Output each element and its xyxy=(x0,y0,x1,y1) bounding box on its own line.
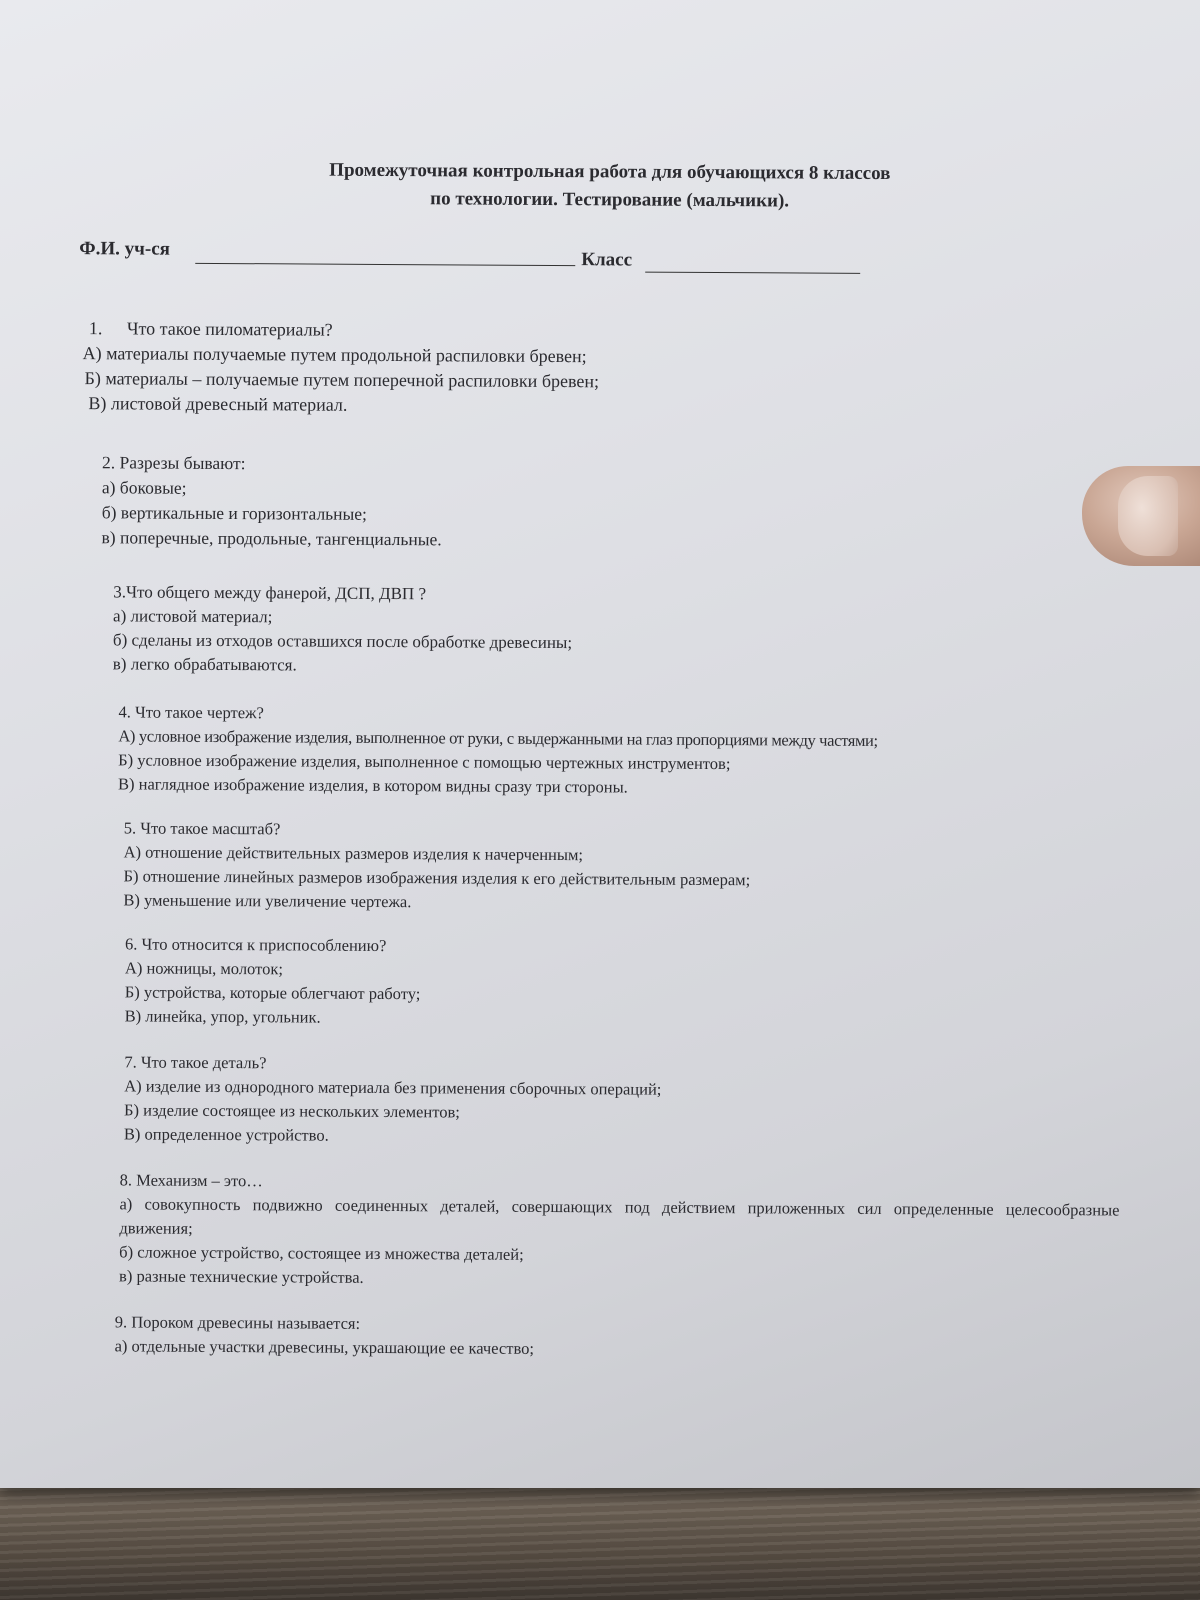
question-9-text: 9. Пороком древесины называется: xyxy=(114,1312,361,1333)
question-1-number: 1. xyxy=(88,318,103,339)
answer-option[interactable]: б) вертикальные и горизонтальные; xyxy=(101,502,368,524)
question-7 xyxy=(124,1050,662,1149)
answer-option[interactable]: б) сложное устройство, состоящее из множества деталей; xyxy=(119,1242,524,1264)
answer-option[interactable]: В) листовой древесный материал. xyxy=(88,393,348,415)
student-name-label: Ф.И. уч-ся xyxy=(79,238,171,260)
question-6 xyxy=(125,932,421,1030)
question-9 xyxy=(115,1310,535,1361)
answer-option[interactable]: Б) условное изображение изделия, выполненное с помощью чертежных инструментов; xyxy=(118,750,731,774)
document-title-line1: Промежуточная контрольная работа для обучающихся 8 классов xyxy=(329,159,891,185)
answer-option[interactable]: б) сделаны из отходов оставшихся после обработке древесины; xyxy=(112,630,573,653)
question-3 xyxy=(113,580,573,679)
question-1-text xyxy=(89,316,600,344)
answer-option[interactable]: Б) изделие состоящее из нескольких элементов; xyxy=(124,1100,460,1122)
question-4-text: 4. Что такое чертеж? xyxy=(118,702,264,723)
answer-option[interactable]: А) изделие из однородного материала без применения сборочных операций; xyxy=(124,1076,662,1099)
class-label: Класс xyxy=(581,249,633,271)
question-5 xyxy=(123,816,750,916)
question-8 xyxy=(119,1168,1120,1294)
answer-option[interactable]: В) уменьшение или увеличение чертежа. xyxy=(123,890,412,912)
question-2 xyxy=(101,450,442,552)
question-4 xyxy=(118,700,878,801)
question-5-text: 5. Что такое масштаб? xyxy=(123,818,281,839)
answer-option[interactable]: а) отдельные участки древесины, украшающие ее качество; xyxy=(114,1336,535,1358)
question-3-text: 3.Что общего между фанерой, ДСП, ДВП ? xyxy=(113,582,427,604)
answer-option[interactable]: а) совокупность подвижно соединенных деталей, совершающих под действием приложенных сил определенные целесообразные движения; xyxy=(119,1194,1120,1238)
answer-option[interactable]: в) поперечные, продольные, тангенциальные. xyxy=(101,527,442,550)
student-name-field[interactable] xyxy=(195,263,575,266)
question-7-text: 7. Что такое деталь? xyxy=(124,1052,267,1073)
document-title-line2: по технологии. Тестирование (мальчики). xyxy=(430,188,790,212)
answer-option[interactable]: а) листовой материал; xyxy=(113,606,273,627)
answer-option[interactable]: А) ножницы, молоток; xyxy=(124,958,284,979)
question-1-label: Что такое пиломатериалы? xyxy=(126,318,333,340)
question-6-text: 6. Что относится к приспособлению? xyxy=(125,934,387,956)
answer-option[interactable]: А) материалы получаемые путем продольной распиловки бревен; xyxy=(82,343,587,367)
answer-option[interactable]: Б) материалы – получаемые путем поперечной распиловки бревен; xyxy=(84,368,600,392)
question-8-text: 8. Механизм – это… xyxy=(119,1170,263,1191)
answer-option[interactable]: Б) устройства, которые облегчают работу; xyxy=(124,982,421,1004)
answer-option[interactable]: В) наглядное изображение изделия, в котором видны сразу три стороны. xyxy=(118,774,628,797)
answer-option[interactable]: а) боковые; xyxy=(101,477,187,498)
answer-option[interactable]: В) линейка, упор, угольник. xyxy=(124,1006,321,1027)
answer-option[interactable]: в) разные технические устройства. xyxy=(119,1266,364,1287)
question-1 xyxy=(82,316,600,419)
class-field[interactable] xyxy=(645,272,860,274)
test-document xyxy=(52,140,1160,1447)
thumb-nail xyxy=(1118,476,1178,556)
answer-option[interactable]: Б) отношение линейных размеров изображения изделия к его действительным размерам; xyxy=(123,866,751,890)
answer-option[interactable]: А) условное изображение изделия, выполненное от руки, с выдержанными на глаз пропорциями между частями; xyxy=(118,726,878,751)
answer-option[interactable]: В) определенное устройство. xyxy=(123,1124,329,1145)
answer-option[interactable]: А) отношение действительных размеров изделия к начерченным; xyxy=(123,842,584,865)
answer-option[interactable]: в) легко обрабатываются. xyxy=(112,654,297,675)
question-2-text: 2. Разрезы бывают: xyxy=(101,452,246,474)
table-wood-grain xyxy=(0,1470,1200,1600)
